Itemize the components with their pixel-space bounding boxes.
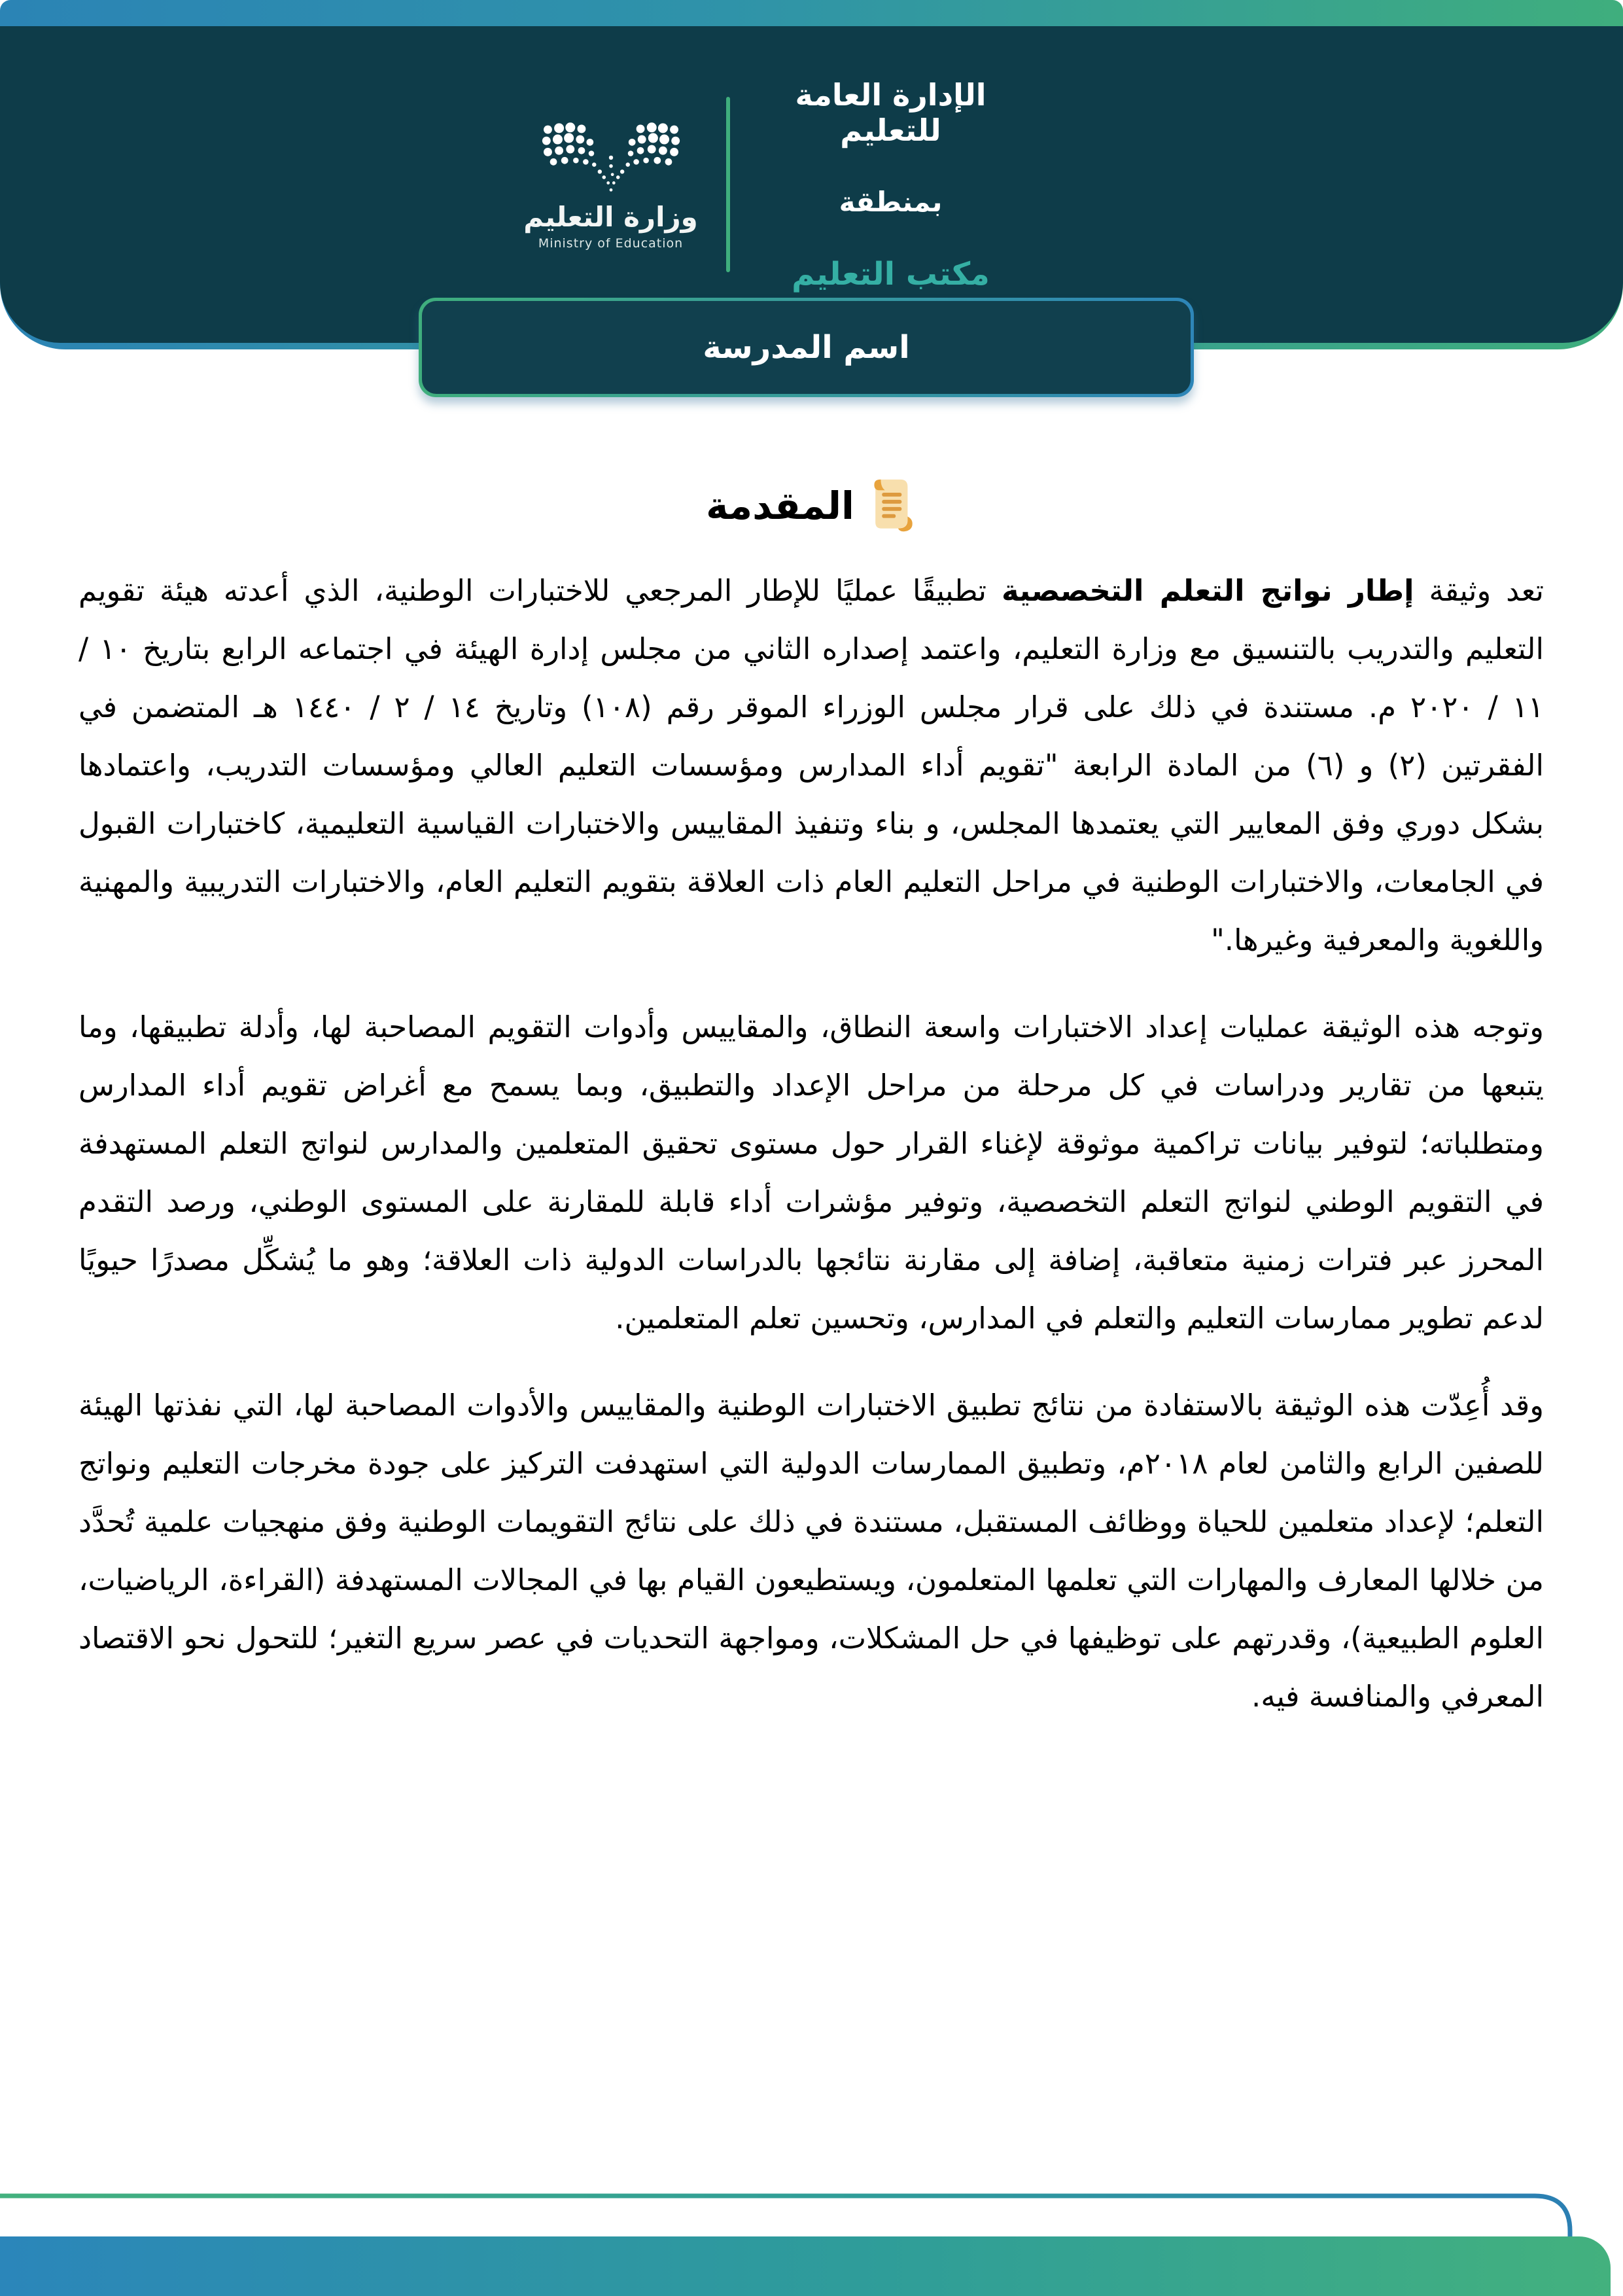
logo-english-wordmark: Ministry of Education (538, 236, 684, 251)
vertical-divider (726, 97, 730, 272)
org-name-line3: مكتب التعليم (792, 255, 990, 292)
org-name-line2: بمنطقة (839, 185, 943, 218)
school-name-box (419, 298, 1194, 397)
ministry-logo (513, 120, 709, 250)
org-name-line1: الإدارة العامة للتعليم (795, 77, 986, 148)
footer-outline-curve (0, 2193, 1577, 2242)
school-name-box-inner (422, 301, 1191, 394)
paragraph1-bold-term: إطار نواتج التعلم التخصصية (1001, 573, 1414, 608)
top-gradient-strip (0, 0, 1623, 29)
header-panel (0, 26, 1623, 343)
logo-arabic-wordmark: وزارة التعليم (523, 200, 698, 233)
intro-text-block (79, 561, 1544, 1754)
intro-heading (0, 470, 1623, 542)
intro-title: المقدمة (706, 484, 854, 528)
intro-paragraph-1 (79, 561, 1544, 969)
footer-gradient-bar (0, 2236, 1611, 2296)
scroll-icon (864, 476, 917, 536)
intro-paragraph-2: وتوجه هذه الوثيقة عمليات إعداد الاختبارات واسعة النطاق، والمقاييس وأدوات التقويم المصاحبة لها، وأدلة تطبيقها، وما يتبعها من تقارير ودراسات في كل مرحلة من مراحل الإعداد والتطبيق، وبما يسمح مع أغراض تقويم أداء المدارس ومتطلباته؛ لتوفير بيانات تراكمية موثوقة لإغناء القرار حول مستوى تحقيق المتعلمين والمدارس لنواتج التعلم المستهدفة في التقويم الوطني لنواتج التعلم التخصصية، وتوفير مؤشرات أداء قابلة للمقارنة على المستوى الوطني، ورصد التقدم المحرز عبر فترات زمنية متعاقبة، إضافة إلى مقارنة نتائجها بالدراسات الدولية ذات العلاقة؛ وهو ما يُشكِّل مصدرًا حيويًا لدعم تطوير ممارسات التعليم والتعلم في المدارس، وتحسين تعلم المتعلمين. (79, 1010, 1544, 1335)
ministry-logo-dots-icon (529, 120, 693, 197)
header-content (513, 77, 1035, 292)
paragraph1-lead: تعد وثيقة (1414, 573, 1544, 608)
paragraph1-rest: تطبيقًا عمليًا للإطار المرجعي للاختبارات الوطنية، الذي أعدته هيئة تقويم التعليم والتدريب بالتنسيق مع وزارة التعليم، واعتمد إصداره الثاني من مجلس إدارة الهيئة في اجتماعه الرابع بتاريخ ١٠ / ١١ / ٢٠٢٠ م. مستندة في ذلك على قرار مجلس الوزراء الموقر رقم (١٠٨) وتاريخ ١٤ / ٢ / ١٤٤٠ هـ المتضمن في الفقرتين (٢) و (٦) من المادة الرابعة "تقويم أداء المدارس ومؤسسات التعليم العالي ومؤسسات التدريب، واعتمادها بشكل دوري وفق المعايير التي يعتمدها المجلس، و بناء وتنفيذ المقاييس والاختبارات القياسية التعليمية، كاختبارات القبول في الجامعات، والاختبارات الوطنية في مراحل التعليم العام ذات العلاقة بتقويم التعليم العام، والاختبارات التدريبية والمهنية واللغوية والمعرفية وغيرها." (79, 573, 1544, 957)
org-name-block (747, 77, 1035, 292)
intro-paragraph-3: وقد أُعِدّت هذه الوثيقة بالاستفادة من نتائج تطبيق الاختبارات الوطنية والمقاييس والأدوات المصاحبة لها، التي نفذتها الهيئة للصفين الرابع والثامن لعام ٢٠١٨م، وتطبيق الممارسات الدولية التي استهدفت التركيز على جودة مخرجات التعليم ونواتج التعلم؛ لإعداد متعلمين للحياة ووظائف المستقبل، مستندة في ذلك على نتائج التقويمات الوطنية وفق منهجيات علمية تُحدَّد من خلالها المعارف والمهارات التي تعلمها المتعلمون، ويستطيعون القيام بها في المجالات المستهدفة (القراءة، الرياضيات، العلوم الطبيعية)، وقدرتهم على توظيفها في حل المشكلات، ومواجهة التحديات في عصر سريع التغير؛ للتحول نحو الاقتصاد المعرفي والمنافسة فيه. (79, 1388, 1544, 1714)
school-name-label: اسم المدرسة (703, 329, 910, 366)
